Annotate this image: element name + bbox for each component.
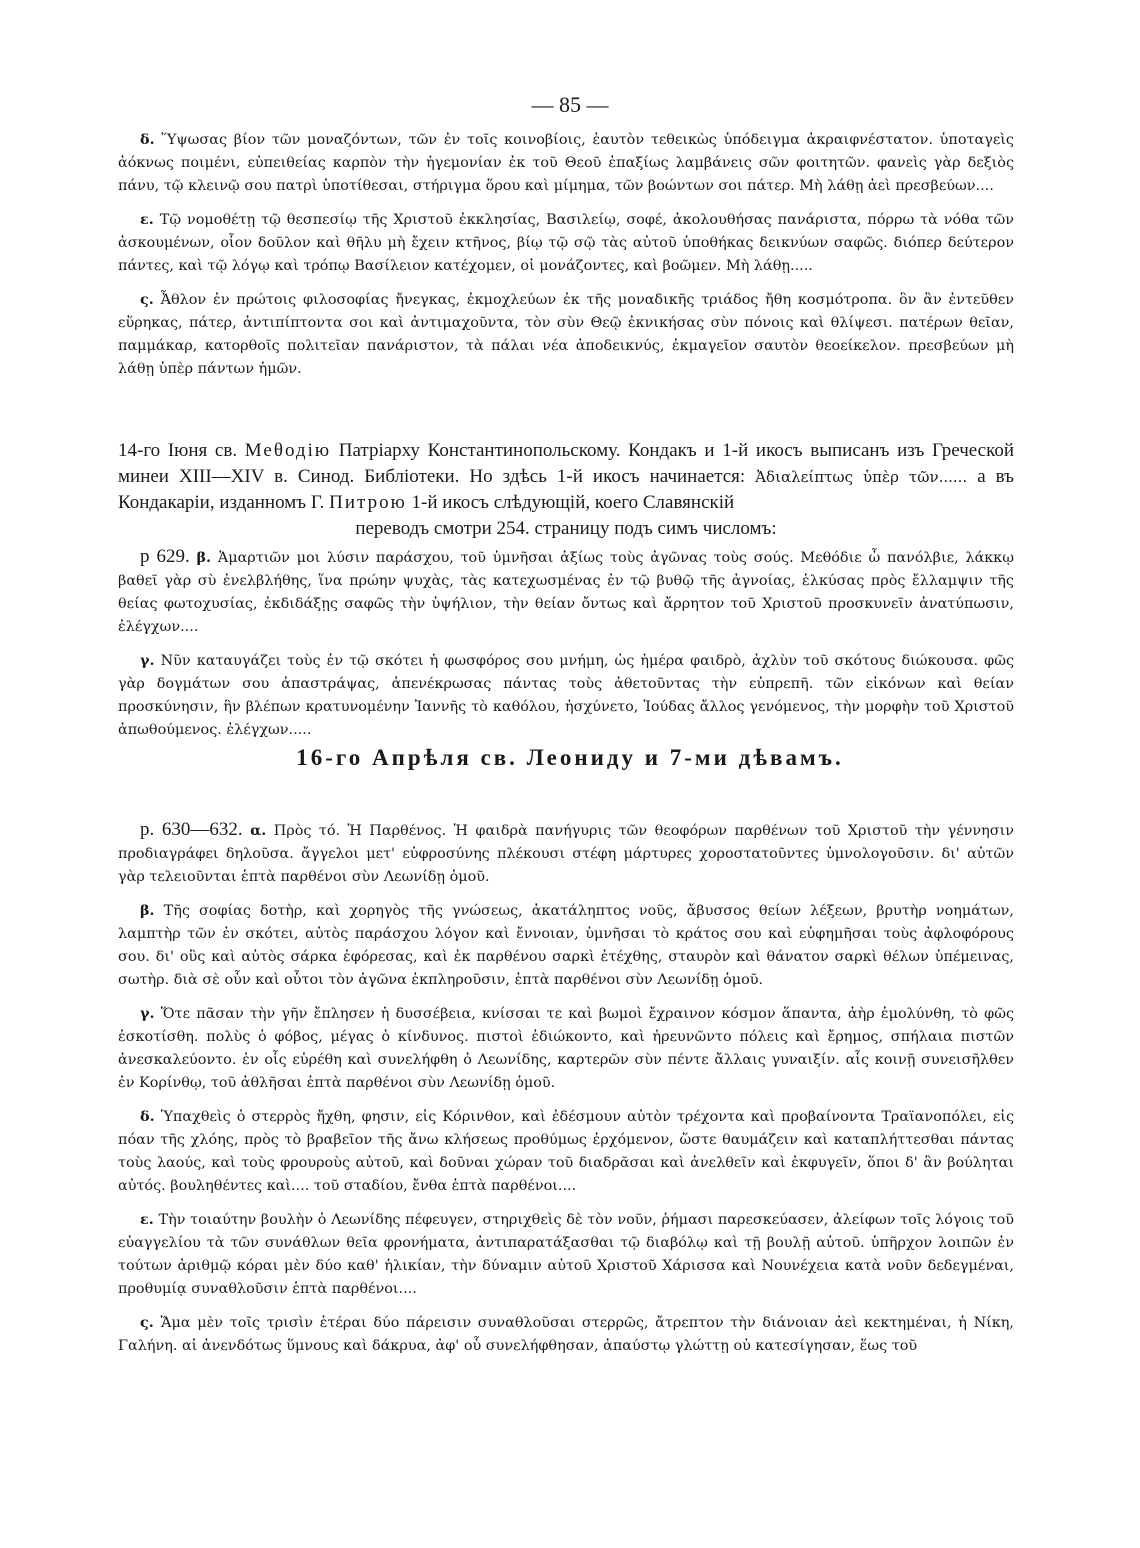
stanza-text: Τὴν τοιαύτην βουλὴν ὁ Λεωνίδης πέφευγεν, στηριχθεὶς δὲ τὸν νοῦν, ῥήμασι παρεσκεύασεν, ἀλείφων τοῖς λόγοις τοῦ εὐαγγελίου τὰ τῶν συνάθλων θεῖα φρονήματα, ἀντιπαρατάξασθαι τῷ διαβόλῳ καὶ τῇ βουλῇ αὐτοῦ. ὑπῆρχον λοιπῶν ἐν τούτων ἀριθμῷ κόραι μὲν δύο καθ' ἡλικίαν, τὴν δύναμιν αὐτοῦ Χριστοῦ Χάρισσα καὶ Νουνέχεια κατὰ νοῦν δεδεγμέναι, προθυμίᾳ συναθλοῦσιν ἑπτὰ παρθένοι.... xyxy=(118,1212,1014,1297)
note-text-1: Патріарху Константинопольскому. Кондакъ и 1-й икосъ выписанъ изъ Греческой минеи XIII—XIV в. Синод. Библіотеки. Но здѣсь 1-й икосъ начинается: xyxy=(118,440,1015,487)
stanza-text: Τῆς σοφίας δοτὴρ, καὶ χορηγὸς τῆς γνώσεως, ἀκατάληπτος νοῦς, ἄβυσσος θείων λέξεων, βρυτὴρ νοημάτων, λαμπτὴρ τῶν ἐν σκότει, αὐτὸς παράσχου λόγον καὶ ἔννοιαν, ὑμνῆσαι τὸ κράτος σου καὶ εὐφημῆσαι τοὺς ἀφλοφόρους σου. δι' οὓς καὶ αὐτὸς σάρκα ἐφόρεσας, καὶ ἐκ παρθένου σαρκὶ ἐτέχθης, σταυρὸν καὶ θάνατον σαρκὶ θέλων ὑπέμεινας, σωτὴρ. διὰ σὲ οὖν καὶ οὗτοι τὸν ἀγῶνα ἐκπληροῦσιν, ἑπτὰ παρθένοι σὺν Λεωνίδῃ ὁμοῦ. xyxy=(118,903,1014,988)
stanza-text: Πρὸς τό. Ἡ Παρθένος. Ἡ φαιδρὰ πανήγυρις τῶν θεοφόρων παρθένων τοῦ Χριστοῦ τὴν γέννησιν προδιαγράφει δηλοῦσα. ἄγγελοι μετ' εὐφροσύνης πλέκουσι στέφη μάρτυρες χοροστατοῦντες ὑμνολογοῦσιν. δι' αὐτῶν γὰρ τελειοῦνται ἑπτὰ παρθένοι σὺν Λεωνίδῃ ὁμοῦ. xyxy=(118,823,1015,885)
greek-paragraph xyxy=(118,649,1014,742)
greek-paragraph xyxy=(118,1311,1014,1358)
greek-block-mid xyxy=(118,545,1014,742)
note-greek-incipit: Ἀδιαλείπτως ὑπὲρ τῶν...... xyxy=(755,468,968,486)
greek-paragraph xyxy=(118,545,1014,639)
stanza-number: γ. xyxy=(140,652,155,669)
note-saint: Меθодію xyxy=(244,440,332,461)
note-text-2: а въ Кондакаріи, изданномъ Г. xyxy=(118,466,1014,513)
stanza-number: α. xyxy=(250,822,267,839)
page-reference: p 629. xyxy=(140,546,190,567)
note-editor: Питрою xyxy=(329,492,407,513)
note-text-3: 1-й икосъ слѣдующій, коего Славянскій xyxy=(411,492,735,513)
stanza-number: δ. xyxy=(140,1108,155,1125)
stanza-number: ς. xyxy=(140,1314,154,1331)
stanza-number: β. xyxy=(196,549,212,566)
greek-paragraph xyxy=(118,899,1014,992)
stanza-number: δ. xyxy=(140,131,155,148)
stanza-text: Ἅμα μὲν τοῖς τρισὶν ἑτέραι δύο πάρεισιν συναθλοῦσαι στερρῶς, ἄτρεπτον τὴν διάνοιαν ἀεὶ κεκτημέναι, ἡ Νίκη, Γαλήνη. αἱ ἀνενδότως ὕμνους καὶ δάκρυα, ἀφ' οὗ συνελήφθησαν, ἀπαύστῳ γλώττῃ οὐ κατεσίγησαν, ἕως τοῦ xyxy=(118,1315,1014,1354)
stanza-text: Ὑπαχθεὶς ὁ στερρὸς ἤχθη, φησιν, εἰς Κόρινθον, καὶ ἐδέσμουν αὐτὸν τρέχοντα καὶ προβαίνοντα Τραϊανοπόλει, εἰς πόαν τῆς χλόης, πρὸς τὸ βραβεῖον τῆς ἄνω κλήσεως προθύμως ἐρχόμενον, ὥστε θαυμάζειν καὶ καταπλήττεσθαι πάντας τοὺς λαούς, καὶ τοὺς φρουροὺς αὐτοῦ, καὶ δοῦναι χώραν τοῦ διαδρᾶσαι καὶ ἀνελθεῖν καὶ ἐκφυγεῖν, ὅποι δ' ἂν βούληται αὐτός. βουληθέντες καὶ.... τοῦ σταδίου, ἔνθα ἑπτὰ παρθένοι.... xyxy=(118,1109,1014,1194)
russian-note xyxy=(118,438,1014,542)
stanza-number: γ. xyxy=(140,1005,155,1022)
greek-paragraph xyxy=(118,288,1014,381)
stanza-number: β. xyxy=(140,902,155,919)
greek-paragraph xyxy=(118,128,1014,198)
greek-paragraph xyxy=(118,1208,1014,1301)
stanza-text: Νῦν καταυγάζει τοὺς ἐν τῷ σκότει ἡ φωσφόρος σου μνήμη, ὡς ἡμέρα φαιδρὸ, ἀχλὺν τοῦ σκότους διώκουσα. φῶς γὰρ δογμάτων σου ἀπαστράψας, ἀπενέκρωσας πάντας τοὺς ἀθετοῦντας τὴν εὐπρεπῆ. τῶν εἰκόνων καὶ θείαν προσκύνησιν, ἣν βλέπων κρατυνομένην Ἰαννῆς τὸ καθόλου, ἠσχύνετο, Ἰούδας ἄλλος γενόμενος, τὴν μορφὴν τοῦ Χριστοῦ ἀπωθούμενος. ἐλέγχων..... xyxy=(118,653,1015,738)
russian-note-text xyxy=(118,438,1014,542)
greek-paragraph xyxy=(118,208,1014,278)
stanza-number: ε. xyxy=(140,1211,154,1228)
note-last-line: переводъ смотри 254. страницу подъ симъ числомъ: xyxy=(355,518,777,539)
stanza-text: Ἆθλον ἐν πρώτοις φιλοσοφίας ἤνεγκας, ἐκμοχλεύων ἐκ τῆς μοναδικῆς τριάδος ἤθη κοσμότροπα. ὃν ἂν ἐντεῦθεν εὕρηκας, πάτερ, ἀντιπίπτοντα σοι καὶ ἀντιμαχοῦντα, τὸν σὺν Θεῷ ἐκνικήσας σὺν πόνοις καὶ θλίψεσι. πατέρων θεῖαν, παμμάκαρ, κατορθοῖς πολιτεῖαν πανάριστον, τὰ πάλαι νέα ἀποδεικνύς, ἐκμαγεῖον σαυτὸν θεοείκελον. πρεσβεύων μὴ λάθῃ ὑπὲρ πάντων ἡμῶν. xyxy=(118,292,1015,377)
stanza-text: Ὕψωσας βίον τῶν μοναζόντων, τῶν ἐν τοῖς κοινοβίοις, ἑαυτὸν τεθεικὼς ὑπόδειγμα ἀκραιφνέστατον. ὑποταγεὶς ἀόκνως ποιμένι, εὐπειθείας καρπὸν τὴν ἡγεμονίαν ἐκ τοῦ Θεοῦ ἐπαξίως λαμβάνεις σῶν φοιτητῶν. φανεὶς γὰρ δεξιὸς πάνυ, τῷ κλεινῷ σου πατρὶ ὑποτίθεσαι, στήριγμα ὅρου καὶ μίμημα, τῶν βοώντων σοι πάτερ. Μὴ λάθῃ ἀεὶ πρεσβεύων.... xyxy=(118,132,1014,194)
greek-block-top xyxy=(118,128,1014,381)
stanza-number: ε. xyxy=(140,211,154,228)
note-date: 14-го Іюня св. xyxy=(118,440,238,461)
stanza-text: Ὅτε πᾶσαν τὴν γῆν ἔπλησεν ἡ δυσσέβεια, κνίσσαι τε καὶ βωμοὶ ἔχραινον κόσμον ἅπαντα, ἀὴρ ἐμολύνθη, τὸ φῶς ἐσκοτίσθη. πολὺς ὁ φόβος, μέγας ὁ κίνδυνος. πιστοὶ ἐδιώκοντο, καὶ ἠρευνῶντο πόλεις καὶ ἔρημος, σπήλαια πιστῶν ἀνεσκαλεύοντο. ἐν οἷς εὑρέθη καὶ συνελήφθη ὁ Λεωνίδης, καρτερῶν σὺν πέντε ἄλλαις γυναιξίν. αἷς κοινῇ συνεισῆλθεν ἐν Κορίνθῳ, τοῦ ἀθλῆσαι ἑπτὰ παρθένοι σὺν Λεωνίδῃ ὁμοῦ. xyxy=(118,1006,1014,1091)
greek-paragraph xyxy=(118,1002,1014,1095)
greek-paragraph xyxy=(118,1105,1014,1198)
greek-block-bottom xyxy=(118,818,1014,1358)
section-heading: 16-го Апрѣля св. Леониду и 7-ми дѣвамъ. xyxy=(296,745,844,770)
stanza-text: Ἁμαρτιῶν μοι λύσιν παράσχου, τοῦ ὑμνῆσαι ἀξίως τοὺς ἀγῶνας τοὺς σούς. Μεθόδιε ὦ πανόλβιε, λάκκῳ βαθεῖ γὰρ σὺ ἐνελβλήθης, ἵνα πρώην ψυχὰς, τὰς κατεχωσμένας ἐν τῷ βυθῷ τῆς ἀγνοίας, ἑλκύσας πρὸς ἔλλαμψιν τῆς θείας φωτοχυσίας, ἐκδιδάξῃς σαφῶς τὴν ὑψήλιον, τὴν θείαν ὄντως καὶ ἄρρητον τοῦ Χριστοῦ προσκυνεῖν ἀνατύπωσιν, ἐλέγχων.... xyxy=(118,550,1015,635)
greek-paragraph xyxy=(118,818,1014,889)
page-reference: p. 630—632. xyxy=(140,819,243,840)
page-number: — 85 — xyxy=(531,92,609,117)
stanza-number: ς. xyxy=(140,291,154,308)
stanza-text: Τῷ νομοθέτῃ τῷ θεσπεσίῳ τῆς Χριστοῦ ἐκκλησίας, Βασιλείῳ, σοφέ, ἀκολουθήσας πανάριστα, πόρρω τὰ νόθα τῶν ἀσκουμένων, οἷον δοῦλον καὶ θῆλυ μὴ ἔχειν κτῆνος, βίῳ τῷ σῷ τὰς αὐτοῦ ὑποθήκας δεικνύων σαφῶς. διόπερ δεύτερον πάντες, καὶ τῷ λόγῳ καὶ τρόπῳ Βασίλειον κατέχομεν, οἱ μονάζοντες, καὶ βοῶμεν. Μὴ λάθῃ..... xyxy=(118,212,1015,274)
